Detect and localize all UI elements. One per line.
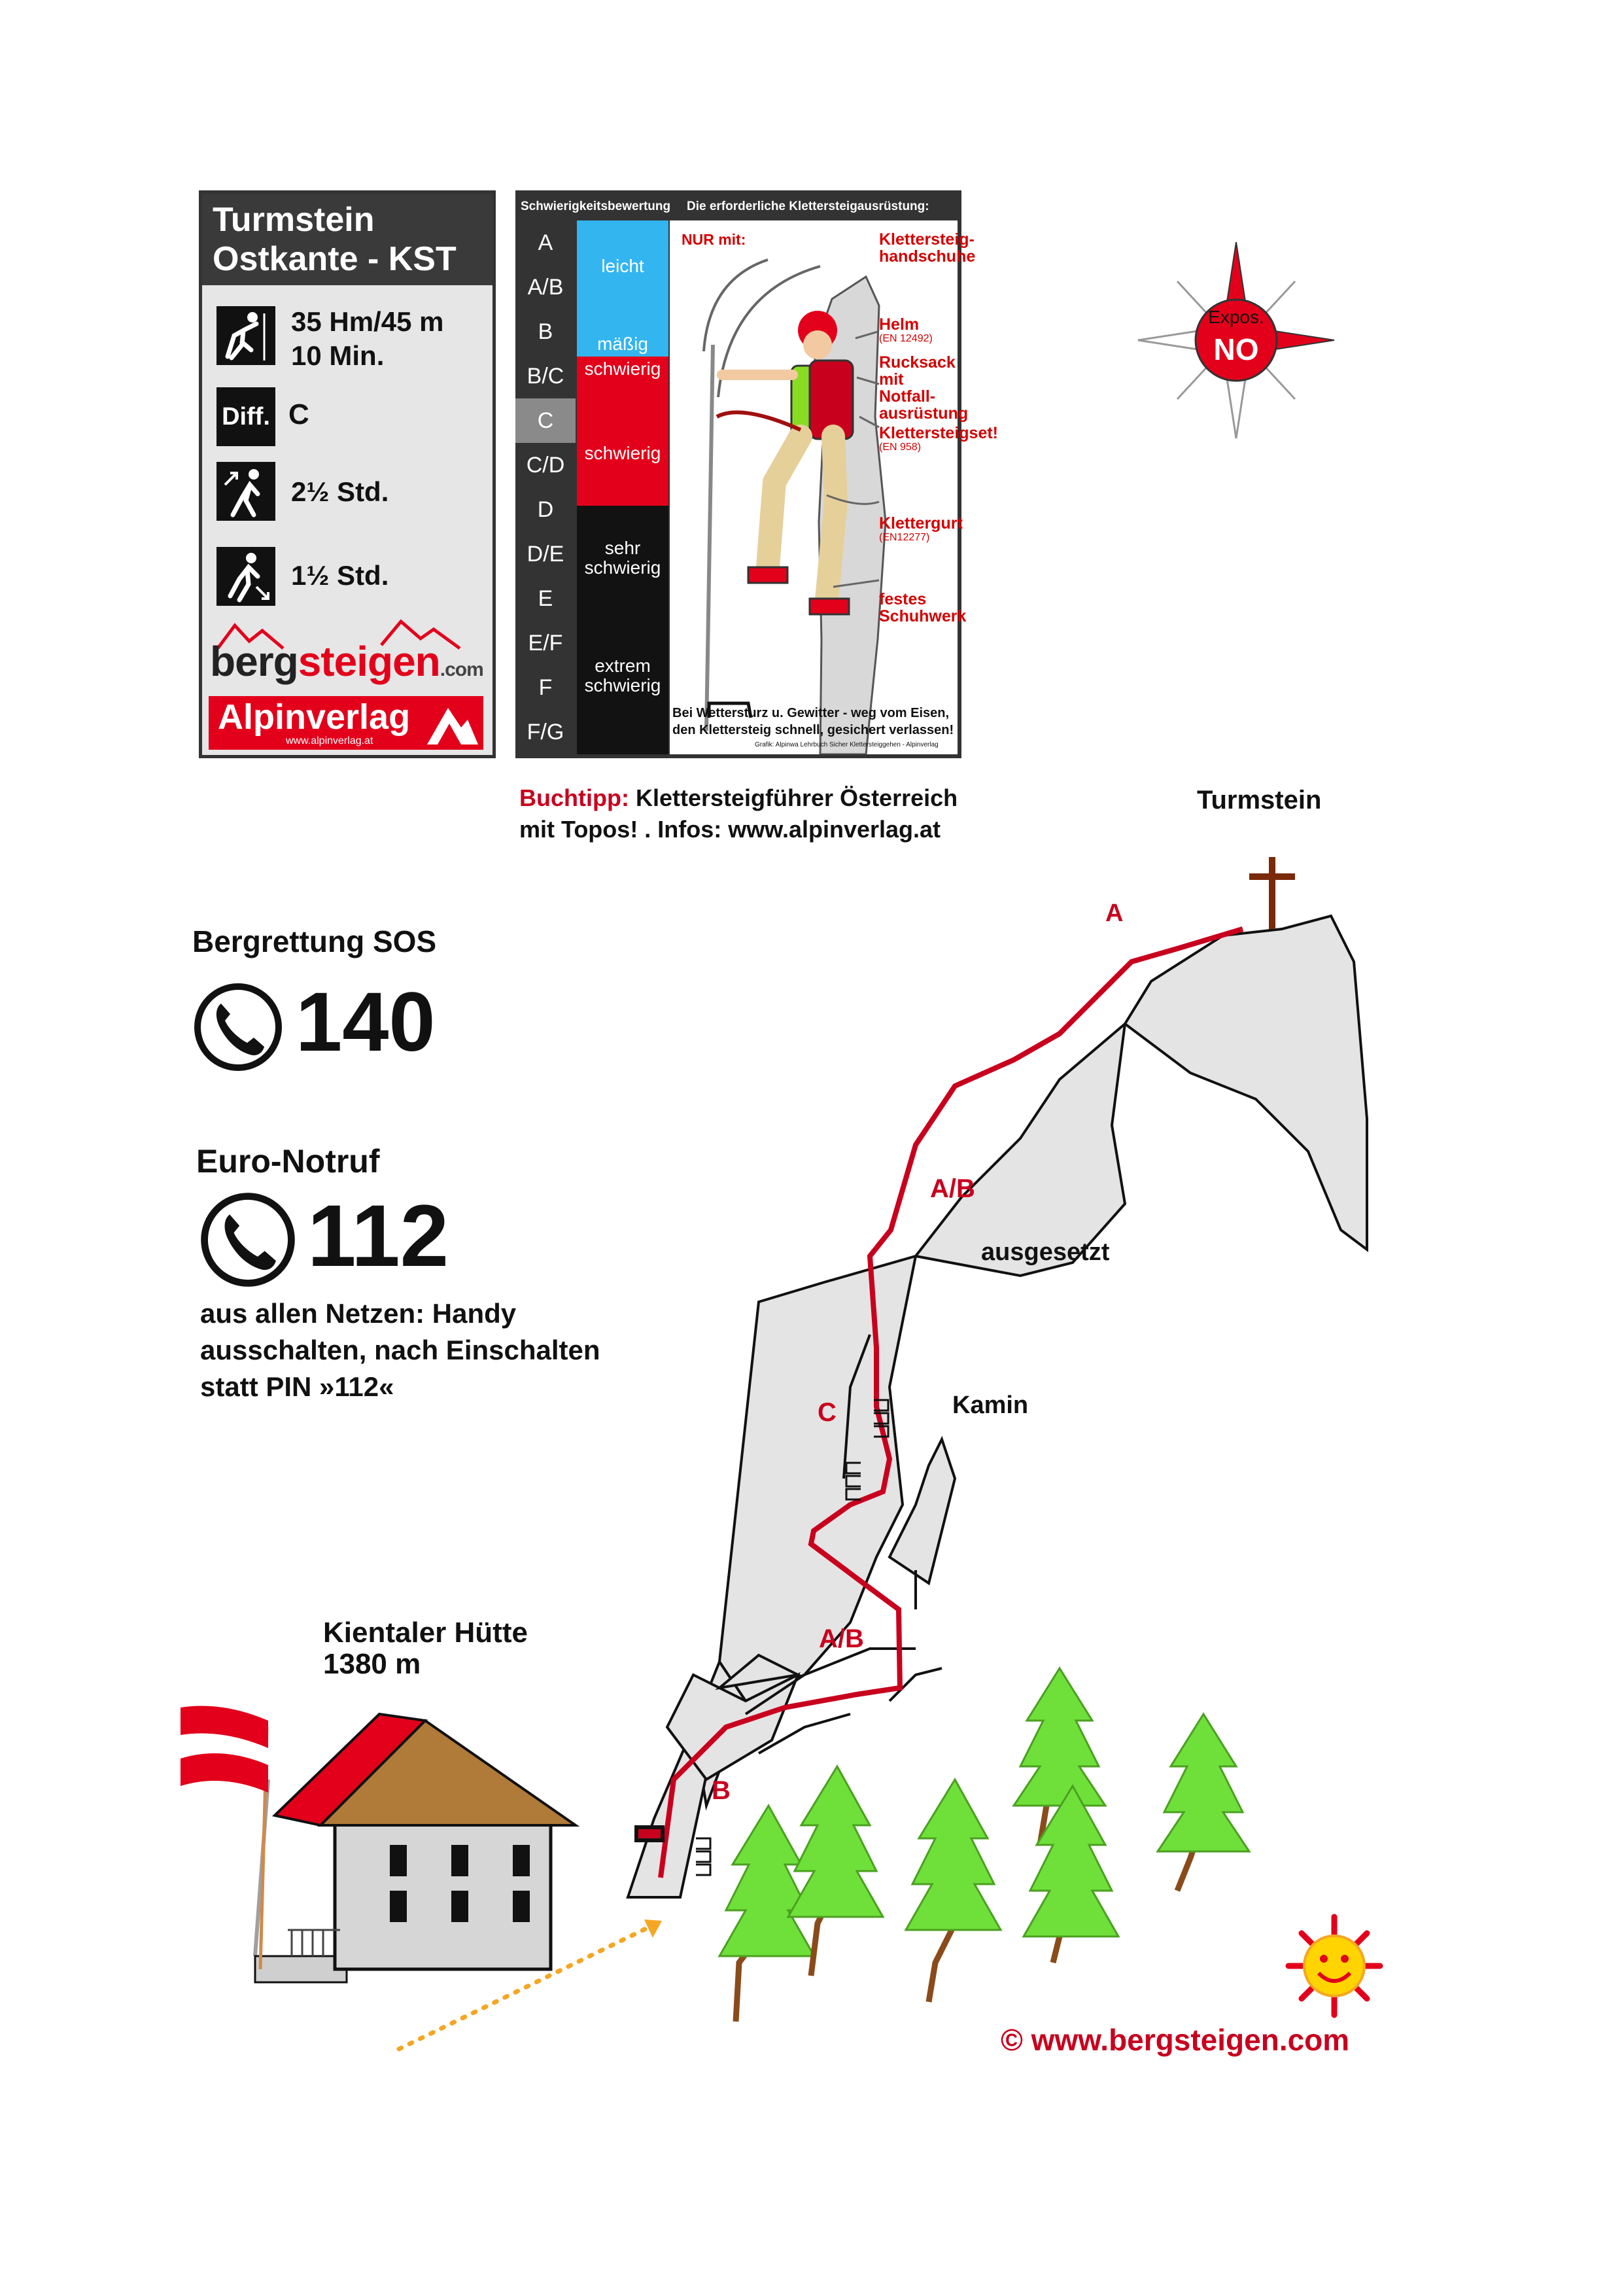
grade-b: B (538, 319, 553, 344)
euro-note-line2: ausschalten, nach Einschalten (200, 1335, 600, 1365)
brand-suffix: .com (440, 659, 483, 680)
trees (719, 1668, 1249, 2022)
tree-3 (906, 1779, 1001, 2002)
hut-name: Kientaler Hütte (323, 1617, 528, 1649)
grade-e-f: E/F (528, 631, 563, 656)
grade-b-c: B/C (527, 364, 564, 389)
grade-c-d: C/D (526, 453, 565, 478)
grade-label-ab-lower: A/B (819, 1624, 864, 1653)
grade-d-e: D/E (527, 542, 564, 567)
equip-set-norm: (EN 958) (879, 442, 922, 453)
summit-cross-icon (1249, 857, 1295, 929)
grade-label-ab-upper: A/B (930, 1174, 975, 1203)
hut-altitude: 1380 m (323, 1648, 421, 1680)
grade-f-g: F/G (527, 720, 564, 745)
grade-label-c: C (818, 1398, 837, 1427)
grade-a: A (538, 230, 553, 255)
route-title-line1: Turmstein (213, 201, 375, 239)
euro-note-line3: statt PIN »112« (200, 1371, 394, 1402)
equip-helmet-norm: (EN 12492) (879, 333, 933, 344)
tree-5 (1024, 1786, 1118, 1963)
sun-logo-icon (1288, 1917, 1380, 2015)
exposure-direction: NO (1213, 332, 1259, 366)
equip-helmet-name: Helm (879, 315, 920, 334)
band-leicht: leicht (577, 220, 668, 312)
summit-name: Turmstein (1197, 786, 1322, 815)
equip-set-name: Klettersteigset! (879, 424, 998, 442)
euro-number: 112 (307, 1187, 449, 1285)
warning-line2: den Klettersteig schnell, gesichert verlassen! (672, 723, 954, 737)
difficulty-value: C (288, 398, 309, 430)
equip-backpack: Rucksack mit Notfall-ausrüstung (879, 353, 969, 423)
grade-c: C (515, 398, 576, 443)
copyright: © www.bergsteigen.com (1001, 2023, 1350, 2057)
grade-d: D (537, 497, 554, 522)
equip-gloves: Klettersteig-handschuhe (879, 230, 976, 266)
brand-dark: berg (210, 638, 298, 685)
grade-label-b: B (712, 1776, 731, 1805)
book-tip-line1: Klettersteigführer Österreich (635, 784, 958, 811)
grade-scale-header: Schwierigkeitsbewertung (521, 200, 671, 213)
difficulty-label: Diff. (216, 387, 275, 446)
grade-label-a: A (1105, 900, 1124, 927)
brand-red: steigen (298, 638, 440, 685)
book-tip-label: Buchtipp: (519, 784, 629, 811)
grade-f: F (538, 675, 553, 700)
approach-time: 10 Min. (291, 340, 385, 371)
equip-boots: festes Schuhwerk (879, 590, 967, 625)
graphic-credit: Grafik: Alpinwa Lehrbuch Sicher Klettersteiggehen - Alpinverlag (755, 741, 939, 748)
band-schwierig-upper: schwierig (577, 357, 668, 401)
band-extrem-schwierig: extrem schwierig (577, 610, 668, 754)
warning-line1: Bei Wettersturz u. Gewitter - weg vom Eisen, (672, 706, 950, 720)
height-distance: 35 Hm/45 m (291, 306, 444, 337)
grade-a-b: A/B (527, 275, 564, 300)
rescue-title: Bergrettung SOS (192, 924, 437, 958)
equip-harness-norm: (EN12277) (879, 532, 930, 543)
band-maessig: mäßig (577, 312, 668, 357)
equip-harness-name: Klettergurt (879, 514, 963, 533)
cave-entrance-inner (638, 1829, 661, 1838)
label-kamin: Kamin (952, 1392, 1029, 1419)
austria-flag-icon (181, 1706, 268, 1970)
descent-time: 1½ Std. (291, 560, 389, 591)
route-title-line2: Ostkante - KST (213, 240, 457, 278)
tree-6 (1158, 1714, 1249, 1891)
band-sehr-schwierig: sehr schwierig (577, 506, 668, 610)
ascent-time: 2½ Std. (291, 476, 389, 507)
band-schwierig: schwierig (577, 401, 668, 506)
book-tip-line2: mit Topos! . Infos: www.alpinverlag.at (519, 816, 941, 843)
euro-note-line1: aus allen Netzen: Handy (200, 1298, 517, 1329)
rescue-number: 140 (296, 975, 436, 1069)
publisher-url: www.alpinverlag.at (286, 735, 373, 746)
compass-label: Expos. (1208, 307, 1264, 327)
label-ausgesetzt: ausgesetzt (981, 1238, 1110, 1266)
equipment-header: Die erforderliche Klettersteigausrüstung: (687, 200, 929, 213)
only-with-label: NUR mit: (682, 231, 746, 248)
publisher-name: Alpinverlag (218, 697, 411, 737)
grade-e: E (538, 586, 553, 611)
mountain-hut-icon (255, 1714, 576, 1982)
euro-title: Euro-Notruf (196, 1143, 380, 1180)
